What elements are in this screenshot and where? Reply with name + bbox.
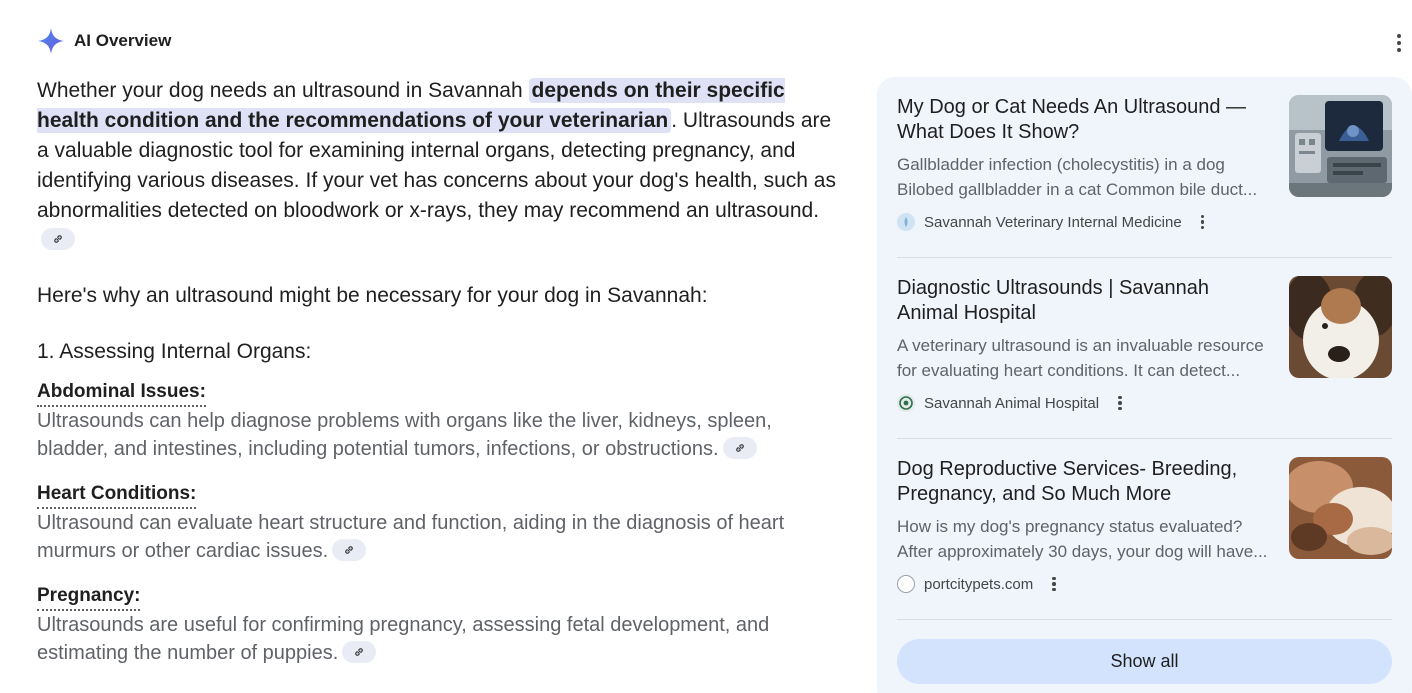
- source-card[interactable]: [897, 258, 1392, 439]
- sources-panel: [877, 77, 1412, 693]
- link-icon: [343, 544, 355, 556]
- citation-link-button[interactable]: [332, 539, 366, 561]
- source-attribution: [897, 391, 1127, 415]
- ai-overview-title: AI Overview: [74, 31, 172, 50]
- link-icon: [353, 646, 365, 658]
- list-item-abdominal: [37, 379, 837, 463]
- list-item-heart: [37, 481, 837, 565]
- item-title[interactable]: Pregnancy:: [37, 583, 140, 611]
- source-name[interactable]: portcitypets.com: [924, 575, 1034, 593]
- sparkle-icon: [37, 27, 65, 55]
- item-description: Ultrasound can evaluate heart structure and function, aiding in the diagnosis of heart murmurs or other cardiac issues.: [37, 512, 785, 562]
- item-description: Ultrasounds can help diagnose problems with organs like the liver, kidneys, spleen, bladder, and intestines, including potential tumors, infections, or obstructions.: [37, 410, 772, 460]
- source-card[interactable]: [897, 439, 1392, 620]
- more-options-icon[interactable]: [1388, 30, 1410, 56]
- item-title[interactable]: Abdominal Issues:: [37, 379, 206, 407]
- citation-link-button[interactable]: [41, 228, 75, 250]
- source-name[interactable]: Savannah Veterinary Internal Medicine: [924, 213, 1182, 231]
- vet-medicine-favicon-icon: [897, 213, 915, 231]
- link-icon: [734, 442, 746, 454]
- puppy-face-thumbnail[interactable]: [1289, 276, 1392, 378]
- section-title: 1. Assessing Internal Organs:: [37, 340, 312, 363]
- chat-bubble-favicon-icon: [897, 575, 915, 593]
- source-card-title[interactable]: Dog Reproductive Services- Breeding, Pregnancy, and So Much More: [897, 458, 1238, 505]
- source-card[interactable]: [897, 77, 1392, 258]
- animal-hospital-favicon-icon: [897, 394, 915, 412]
- source-card-snippet: Gallbladder infection (cholecystitis) in a dog Bilobed gallbladder in a cat Common bile duct...: [897, 155, 1258, 199]
- ai-overview-header: [37, 27, 171, 55]
- lead-text-after: . Ultrasounds are a valuable diagnostic tool for examining internal organs, detecting pregnancy, and identifying various diseases. If your vet has concerns about your dog's health, such as abnormalities detected on bloodwork or x-rays, they may recommend an ultrasound.: [37, 109, 836, 222]
- source-card-snippet: A veterinary ultrasound is an invaluable resource for evaluating heart conditions. It can detect...: [897, 336, 1264, 380]
- source-more-icon[interactable]: [1196, 212, 1210, 232]
- list-item-pregnancy: [37, 583, 837, 667]
- source-attribution: [897, 572, 1061, 596]
- source-attribution: [897, 210, 1210, 234]
- source-more-icon[interactable]: [1113, 393, 1127, 413]
- lead-highlight: depends on their specific health condition and the recommendations of your veterinarian: [37, 79, 785, 132]
- show-all-button[interactable]: Show all: [897, 639, 1392, 684]
- source-name[interactable]: Savannah Animal Hospital: [924, 394, 1100, 412]
- item-description: Ultrasounds are useful for confirming pregnancy, assessing fetal development, and estimating the number of puppies.: [37, 614, 770, 664]
- source-card-snippet: How is my dog's pregnancy status evaluated? After approximately 30 days, your dog will have...: [897, 517, 1268, 561]
- overview-intro-paragraph: Here's why an ultrasound might be necessary for your dog in Savannah:: [37, 284, 708, 307]
- source-card-title[interactable]: Diagnostic Ultrasounds | Savannah Animal Hospital: [897, 277, 1210, 324]
- link-icon: [52, 233, 64, 245]
- citation-link-button[interactable]: [342, 641, 376, 663]
- card-divider: [897, 619, 1392, 620]
- newborn-puppies-thumbnail[interactable]: [1289, 457, 1392, 559]
- ultrasound-machine-thumbnail[interactable]: [1289, 95, 1392, 197]
- overview-lead-paragraph: [37, 76, 837, 256]
- overview-content: [37, 76, 837, 667]
- source-more-icon[interactable]: [1047, 574, 1061, 594]
- source-card-title[interactable]: My Dog or Cat Needs An Ultrasound — What Does It Show?: [897, 96, 1247, 143]
- item-title[interactable]: Heart Conditions:: [37, 481, 196, 509]
- citation-link-button[interactable]: [723, 437, 757, 459]
- lead-text-before: Whether your dog needs an ultrasound in Savannah: [37, 79, 529, 102]
